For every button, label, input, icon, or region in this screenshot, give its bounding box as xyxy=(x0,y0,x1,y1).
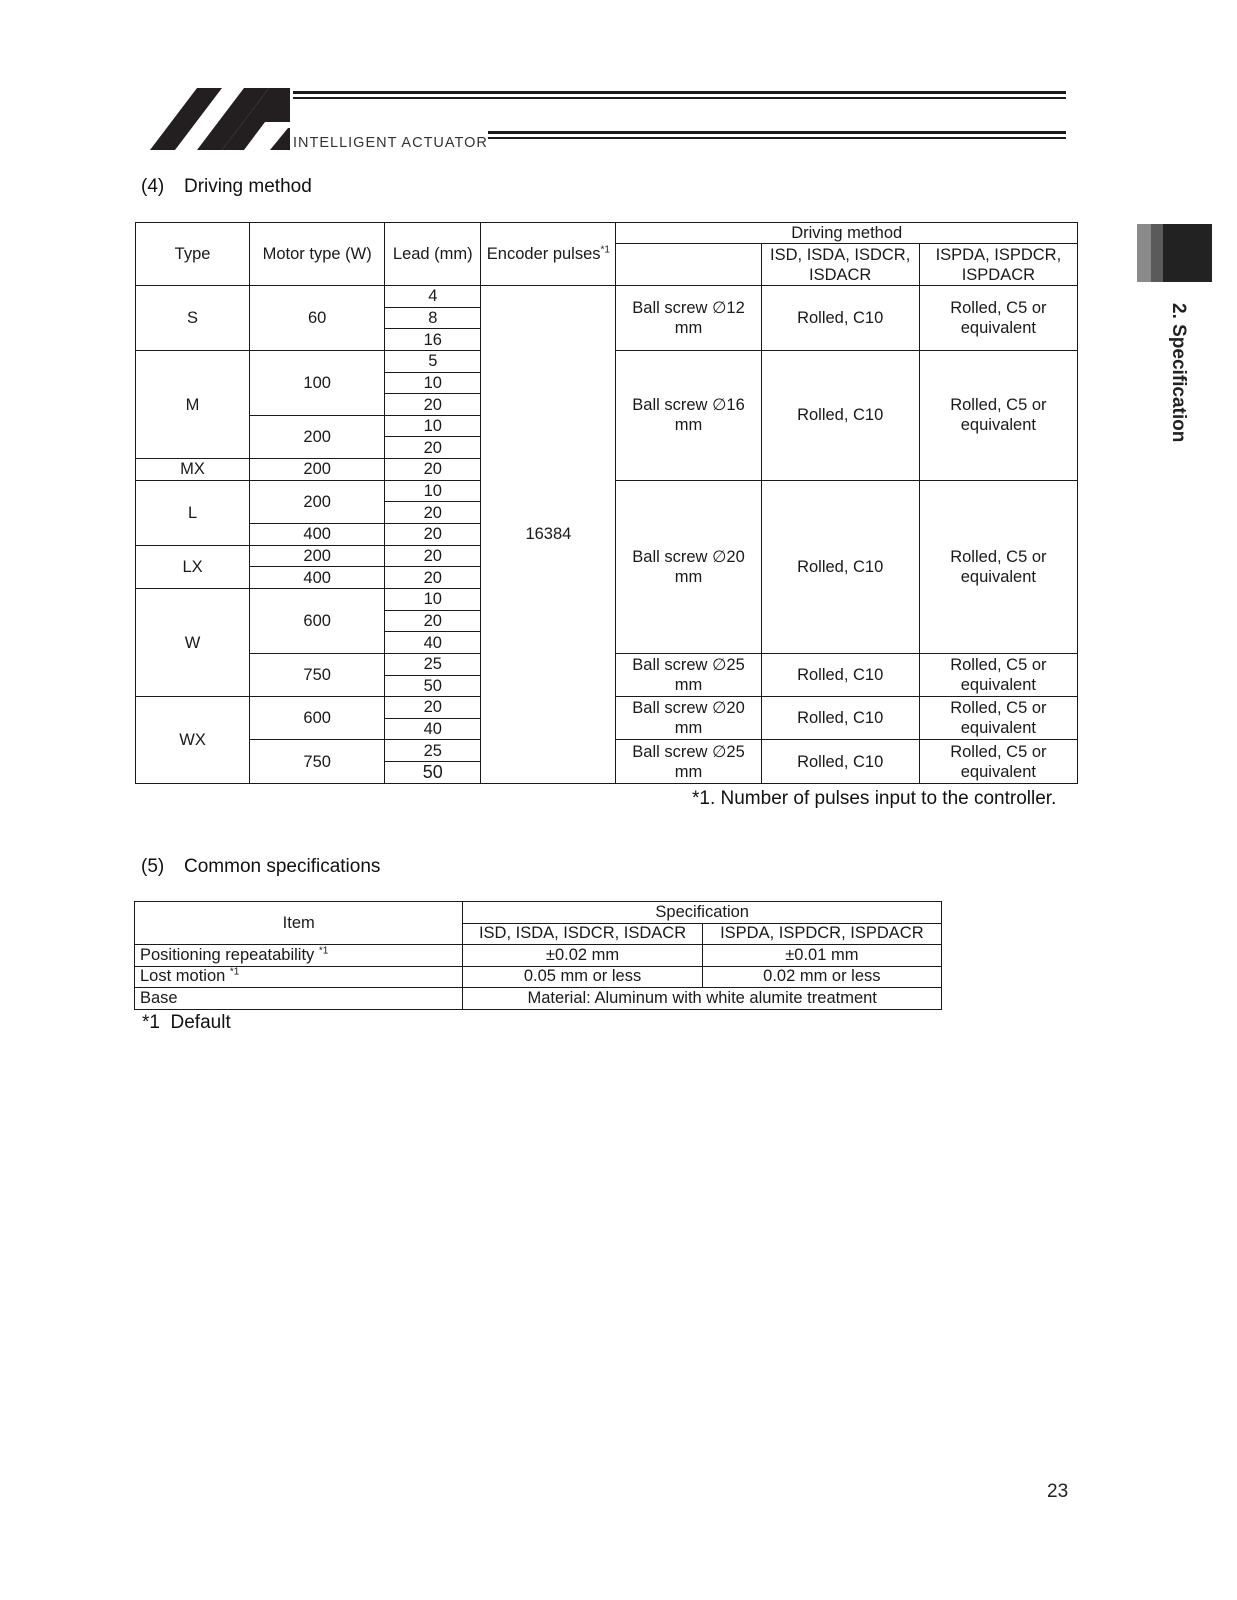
header-rule-top-1 xyxy=(293,91,1066,94)
type-cell: WX xyxy=(136,697,250,784)
header-driving-method: Driving method xyxy=(616,223,1078,244)
header-lead: Lead (mm) xyxy=(385,223,481,286)
motor-cell: 600 xyxy=(250,697,385,740)
section-number: (5) xyxy=(141,856,165,877)
motor-cell: 400 xyxy=(250,567,385,589)
side-section-label: 2. Specification xyxy=(1168,303,1189,443)
ispda-accuracy-cell: Rolled, C5 or equivalent xyxy=(919,653,1077,696)
motor-cell: 750 xyxy=(250,740,385,783)
lead-cell: 10 xyxy=(385,480,481,502)
isd-accuracy-cell: Rolled, C10 xyxy=(761,740,919,783)
spec-value-cell: 0.02 mm or less xyxy=(702,966,941,988)
ispda-accuracy-cell: Rolled, C5 or equivalent xyxy=(919,350,1077,480)
lead-cell: 5 xyxy=(385,350,481,372)
header-col-ispda: ISPDA, ISPDCR, ISPDACR xyxy=(919,244,1077,286)
driving-method-table xyxy=(135,222,1078,784)
screw-cell: Ball screw ∅25 mm xyxy=(616,653,761,696)
spec-value-cell: 0.05 mm or less xyxy=(463,966,702,988)
lead-cell: 10 xyxy=(385,415,481,437)
header-encoder-pulses: Encoder pulses$^{*1}$ xyxy=(481,223,616,286)
lead-cell: 40 xyxy=(385,632,481,654)
lead-cell: 10 xyxy=(385,588,481,610)
header-rule-top-2 xyxy=(293,97,1066,99)
lead-cell: 50 xyxy=(385,762,481,784)
lead-cell: 50 xyxy=(385,675,481,697)
ispda-accuracy-cell: Rolled, C5 or equivalent xyxy=(919,480,1077,653)
header-specification: Specification xyxy=(463,902,942,924)
header-type: Type xyxy=(136,223,250,286)
section-4-title xyxy=(141,176,312,198)
default-footnote: *1 Default xyxy=(142,1012,231,1033)
motor-cell: 200 xyxy=(250,480,385,523)
lead-cell: 25 xyxy=(385,653,481,675)
type-cell: L xyxy=(136,480,250,545)
type-cell: W xyxy=(136,588,250,696)
header-rule-bottom-2 xyxy=(488,137,1066,139)
header-col-ispda: ISPDA, ISPDCR, ISPDACR xyxy=(702,923,941,945)
section-title-text: Driving method xyxy=(184,176,312,197)
lead-cell: 20 xyxy=(385,502,481,524)
screw-cell: Ball screw ∅25 mm xyxy=(616,740,761,783)
isd-accuracy-cell: Rolled, C10 xyxy=(761,697,919,740)
ispda-accuracy-cell: Rolled, C5 or equivalent xyxy=(919,697,1077,740)
brand-text: INTELLIGENT ACTUATOR xyxy=(293,135,488,151)
header-motor-type: Motor type (W) xyxy=(250,223,385,286)
type-cell: S xyxy=(136,286,250,351)
header-item: Item xyxy=(135,902,463,945)
encoder-footnote: *1. Number of pulses input to the controller. xyxy=(692,788,1057,809)
spec-value-cell: ±0.01 mm xyxy=(702,945,941,967)
lead-cell: 20 xyxy=(385,610,481,632)
motor-cell: 200 xyxy=(250,459,385,481)
spec-item-cell: Lost motion $^{*1}$ xyxy=(135,966,463,988)
screw-cell: Ball screw ∅20 mm xyxy=(616,697,761,740)
header-col-isd: ISD, ISDA, ISDCR, ISDACR xyxy=(761,244,919,286)
page-number: 23 xyxy=(1047,1481,1069,1502)
lead-cell: 20 xyxy=(385,394,481,416)
section-title-text: Common specifications xyxy=(184,856,381,877)
section-tab-marker xyxy=(1137,224,1212,282)
common-specifications-table xyxy=(134,901,942,1010)
motor-cell: 100 xyxy=(250,350,385,415)
iai-logo xyxy=(150,88,290,150)
spec-item-cell: Positioning repeatability $^{*1}$ xyxy=(135,945,463,967)
motor-cell: 750 xyxy=(250,653,385,696)
lead-cell: 20 xyxy=(385,459,481,481)
lead-cell: 8 xyxy=(385,307,481,329)
isd-accuracy-cell: Rolled, C10 xyxy=(761,480,919,653)
header-screw-blank xyxy=(616,244,761,286)
header-rule-bottom-1 xyxy=(488,131,1066,134)
lead-cell: 20 xyxy=(385,437,481,459)
type-cell: LX xyxy=(136,545,250,588)
lead-cell: 40 xyxy=(385,718,481,740)
isd-accuracy-cell: Rolled, C10 xyxy=(761,286,919,351)
section-number: (4) xyxy=(141,176,165,197)
lead-cell: 20 xyxy=(385,545,481,567)
screw-cell: Ball screw ∅20 mm xyxy=(616,480,761,653)
isd-accuracy-cell: Rolled, C10 xyxy=(761,350,919,480)
spec-value-cell: ±0.02 mm xyxy=(463,945,702,967)
screw-cell: Ball screw ∅12 mm xyxy=(616,286,761,351)
lead-cell: 20 xyxy=(385,567,481,589)
screw-cell: Ball screw ∅16 mm xyxy=(616,350,761,480)
lead-cell: 20 xyxy=(385,697,481,719)
header-col-isd: ISD, ISDA, ISDCR, ISDACR xyxy=(463,923,702,945)
type-cell: M xyxy=(136,350,250,458)
motor-cell: 400 xyxy=(250,524,385,546)
lead-cell: 25 xyxy=(385,740,481,762)
encoder-pulses-value: 16384 xyxy=(481,286,616,784)
lead-cell: 16 xyxy=(385,329,481,351)
type-cell: MX xyxy=(136,459,250,481)
motor-cell: 200 xyxy=(250,415,385,458)
ispda-accuracy-cell: Rolled, C5 or equivalent xyxy=(919,286,1077,351)
spec-value-cell: Material: Aluminum with white alumite treatment xyxy=(463,988,942,1010)
motor-cell: 600 xyxy=(250,588,385,653)
ispda-accuracy-cell: Rolled, C5 or equivalent xyxy=(919,740,1077,783)
motor-cell: 60 xyxy=(250,286,385,351)
spec-item-cell: Base xyxy=(135,988,463,1010)
lead-cell: 20 xyxy=(385,524,481,546)
lead-cell: 4 xyxy=(385,286,481,308)
isd-accuracy-cell: Rolled, C10 xyxy=(761,653,919,696)
lead-cell: 10 xyxy=(385,372,481,394)
motor-cell: 200 xyxy=(250,545,385,567)
section-5-title xyxy=(141,856,380,878)
